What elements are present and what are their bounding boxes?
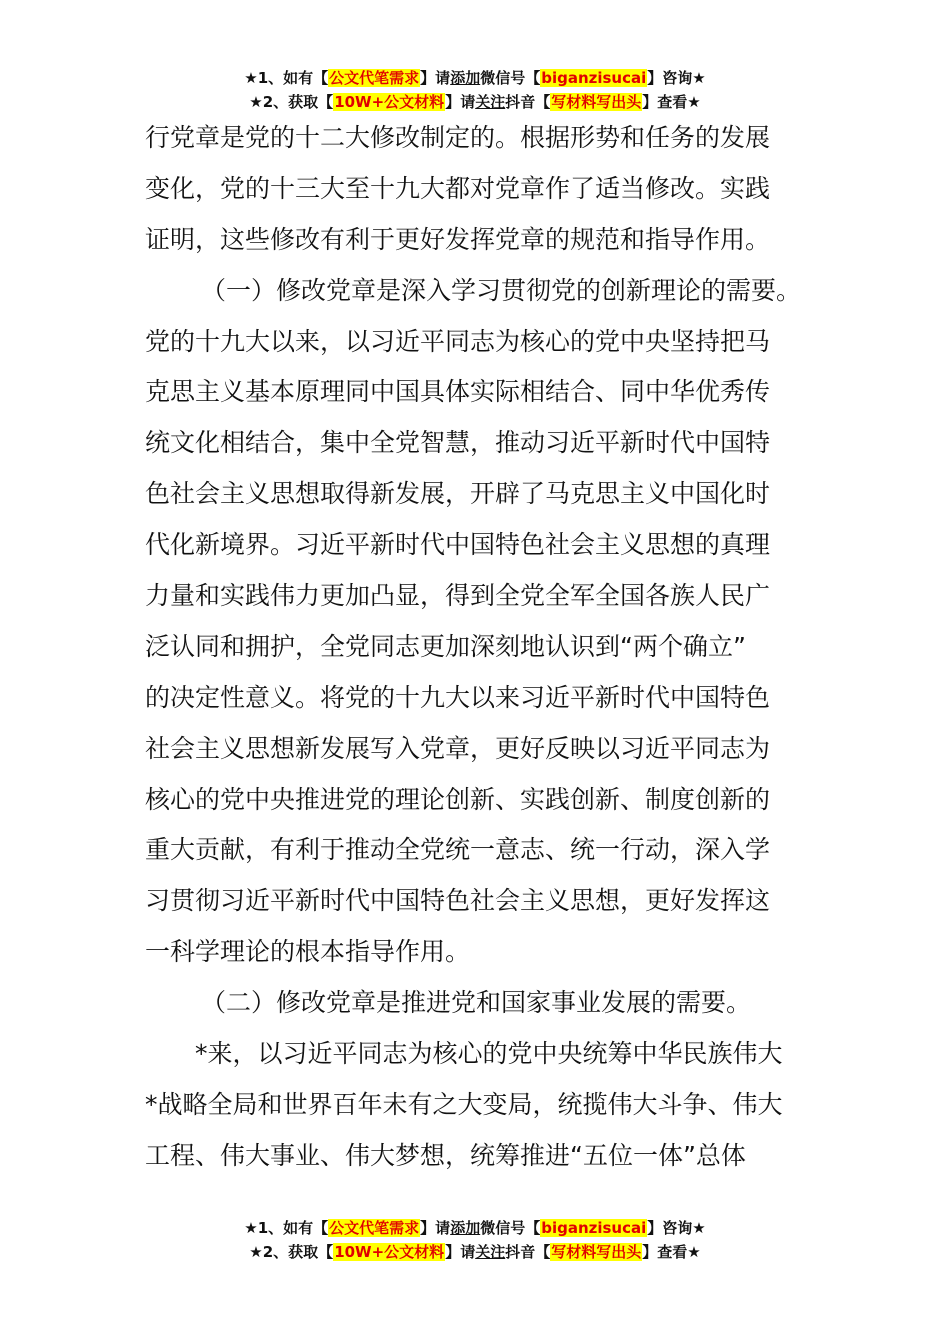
text-line: *来，以习近平同志为核心的党中央统筹中华民族伟大 — [195, 1039, 783, 1069]
header-banner — [0, 66, 950, 114]
section-heading-1: （一）修改党章是深入学习贯彻党的创新理论的需要。 — [201, 275, 802, 305]
section-heading-2: （二）修改党章是推进党和国家事业发展的需要。 — [201, 988, 752, 1018]
text-line: 证明，这些修改有利于更好发挥党章的规范和指导作用。 — [145, 224, 771, 254]
text-line: 工程、伟大事业、伟大梦想，统筹推进“五位一体”总体 — [145, 1140, 746, 1170]
highlight-materials: 10W+公文材料 — [334, 1243, 445, 1261]
text-line: 行党章是党的十二大修改制定的。根据形势和任务的发展 — [145, 123, 771, 152]
document-body — [145, 113, 825, 1182]
text-line: 力量和实践伟力更加凸显，得到全党全军全国各族人民广 — [145, 581, 771, 611]
highlight-wechat-id: biganzisucai — [541, 1219, 647, 1237]
text-line: 一科学理论的根本指导作用。 — [145, 937, 471, 967]
banner-line-2: ★2、获取【10W+公文材料】请关注抖音【写材料写出头】查看★ — [249, 93, 701, 111]
text-line: 社会主义思想新发展写入党章，更好反映以习近平同志为 — [145, 733, 771, 763]
text-line: 核心的党中央推进党的理论创新、实践创新、制度创新的 — [145, 784, 771, 814]
text-line: 色社会主义思想取得新发展，开辟了马克思主义中国化时 — [145, 479, 771, 509]
text-line: 克思主义基本原理同中国具体实际相结合、同中华优秀传 — [145, 377, 771, 407]
text-line: 泛认同和拥护，全党同志更加深刻地认识到“两个确立” — [145, 631, 746, 661]
banner-line-1: ★1、如有【公文代笔需求】请添加微信号【biganzisucai】咨询★ — [244, 1219, 706, 1237]
highlight-service: 公文代笔需求 — [329, 1219, 420, 1237]
highlight-douyin-id: 写材料写出头 — [551, 93, 642, 111]
text-line: 的决定性意义。将党的十九大以来习近平新时代中国特色 — [145, 682, 771, 712]
text-line: 代化新境界。习近平新时代中国特色社会主义思想的真理 — [145, 530, 771, 560]
text-line: 党的十九大以来，以习近平同志为核心的党中央坚持把马 — [145, 326, 771, 356]
text-line: 重大贡献，有利于推动全党统一意志、统一行动，深入学 — [145, 835, 771, 865]
highlight-service: 公文代笔需求 — [329, 69, 420, 87]
text-line: 统文化相结合，集中全党智慧，推动习近平新时代中国特 — [145, 428, 771, 458]
highlight-wechat-id: biganzisucai — [541, 69, 647, 87]
footer-banner — [0, 1216, 950, 1264]
text-line: 变化，党的十三大至十九大都对党章作了适当修改。实践 — [145, 173, 771, 203]
banner-line-2: ★2、获取【10W+公文材料】请关注抖音【写材料写出头】查看★ — [249, 1243, 701, 1261]
highlight-douyin-id: 写材料写出头 — [551, 1243, 642, 1261]
highlight-materials: 10W+公文材料 — [334, 93, 445, 111]
text-line: *战略全局和世界百年未有之大变局，统揽伟大斗争、伟大 — [145, 1089, 783, 1119]
banner-line-1: ★1、如有【公文代笔需求】请添加微信号【biganzisucai】咨询★ — [244, 69, 706, 87]
text-line: 习贯彻习近平新时代中国特色社会主义思想，更好发挥这 — [145, 886, 771, 916]
